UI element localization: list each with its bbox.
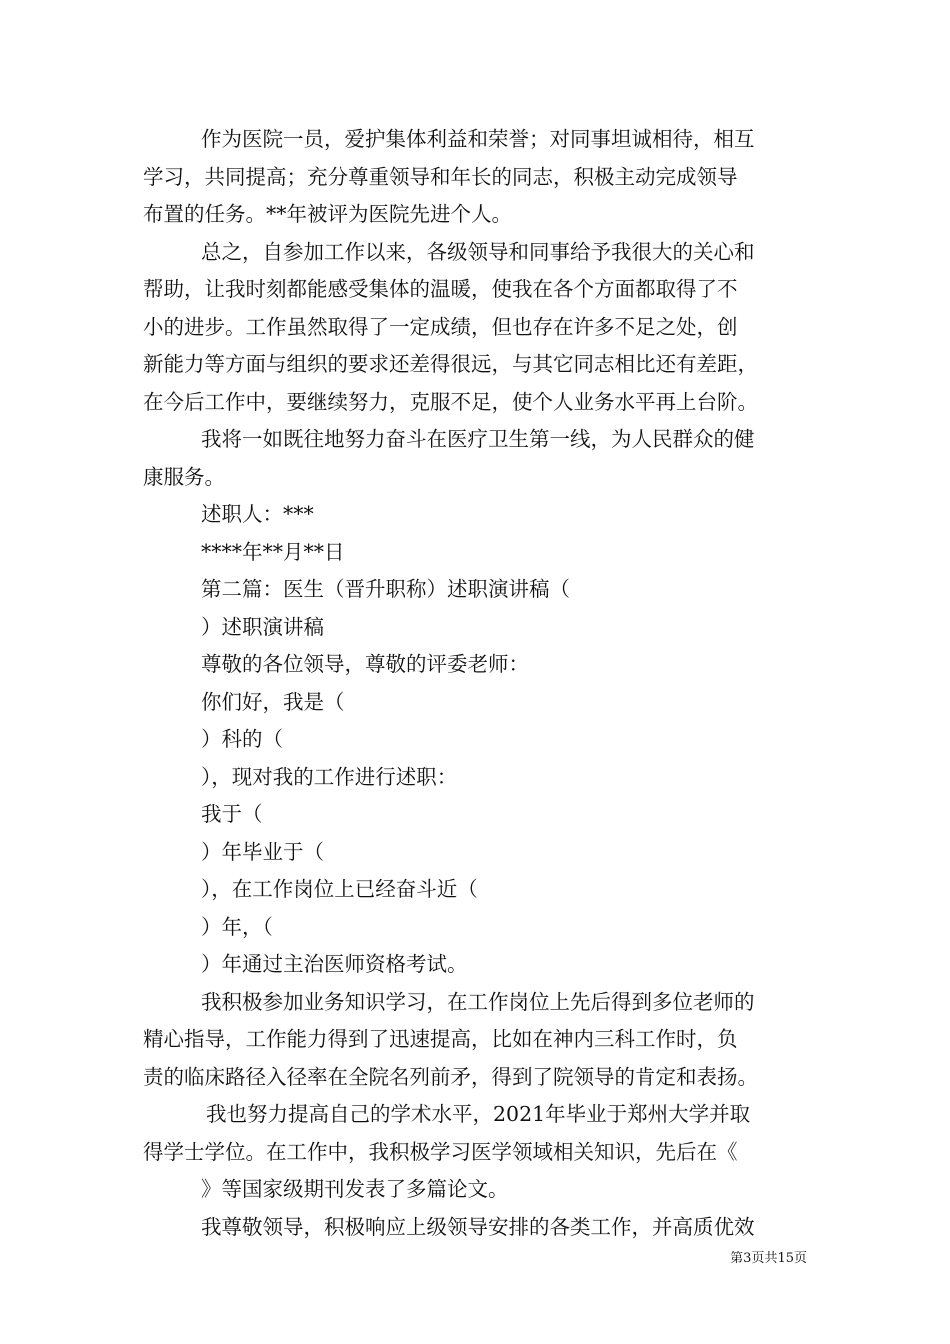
salutation-line: 尊敬的各位领导，尊敬的评委老师：: [201, 652, 529, 676]
text-line: 我也努力提高自己的学术水平，2021年毕业于郑州大学并取: [206, 1102, 751, 1126]
text-line: 学习，共同提高；充分尊重领导和年长的同志，积极主动完成领导: [143, 164, 738, 189]
signatory-line: 述职人：***: [201, 502, 314, 526]
text-line: 精心指导，工作能力得到了迅速提高，比如在神内三科工作时，负: [143, 1027, 738, 1051]
text-line: ）述职演讲稿: [201, 614, 324, 639]
text-line: 我尊敬领导，积极响应上级领导安排的各类工作，并高质优效: [201, 1214, 755, 1239]
text-line: 帮助，让我时刻都能感受集体的温暖，使我在各个方面都取得了不: [143, 277, 738, 301]
text-line: ）年，（: [201, 914, 273, 939]
text-line: 我于（: [201, 802, 263, 826]
text-line: ），现对我的工作进行述职：: [201, 764, 458, 789]
text-line: 康服务。: [143, 464, 225, 489]
section-heading: 第二篇：医生（晋升职称）述职演讲稿（: [201, 577, 570, 601]
text-line: 小的进步。工作虽然取得了一定成绩，但也存在许多不足之处，创: [143, 314, 738, 339]
page-number: 第3页共15页: [730, 1251, 807, 1266]
text-line: ）年通过主治医师资格考试。: [201, 952, 468, 976]
text-line: 你们好，我是（: [201, 689, 345, 714]
text-line: 布置的任务。**年被评为医院先进个人。: [143, 202, 512, 226]
text-line: 责的临床路径入径率在全院名列前矛，得到了院领导的肯定和表扬。: [143, 1064, 758, 1089]
text-line: 得学士学位。在工作中，我积极学习医学领域相关知识，先后在《: [143, 1139, 738, 1164]
text-line: 作为医院一员，爱护集体利益和荣誉；对同事坦诚相待，相互: [201, 127, 755, 151]
text-line: 总之，自参加工作以来，各级领导和同事给予我很大的关心和: [201, 239, 755, 264]
text-line: 在今后工作中，要继续努力，克服不足，使个人业务水平再上台阶。: [143, 389, 758, 414]
text-line: 新能力等方面与组织的要求还差得很远，与其它同志相比还有差距，: [143, 352, 758, 376]
document-body: [143, 121, 810, 1246]
text-line: 我将一如既往地努力奋斗在医疗卫生第一线，为人民群众的健: [201, 427, 755, 451]
text-line: ）年毕业于（: [201, 839, 324, 864]
text-line: ），在工作岗位上已经奋斗近（: [201, 877, 478, 901]
text-line: 》等国家级期刊发表了多篇论文。: [201, 1177, 509, 1201]
date-line: ****年**月**日: [201, 539, 345, 564]
text-line: 我积极参加业务知识学习，在工作岗位上先后得到多位老师的: [201, 989, 755, 1014]
text-line: ）科的（: [201, 727, 283, 751]
